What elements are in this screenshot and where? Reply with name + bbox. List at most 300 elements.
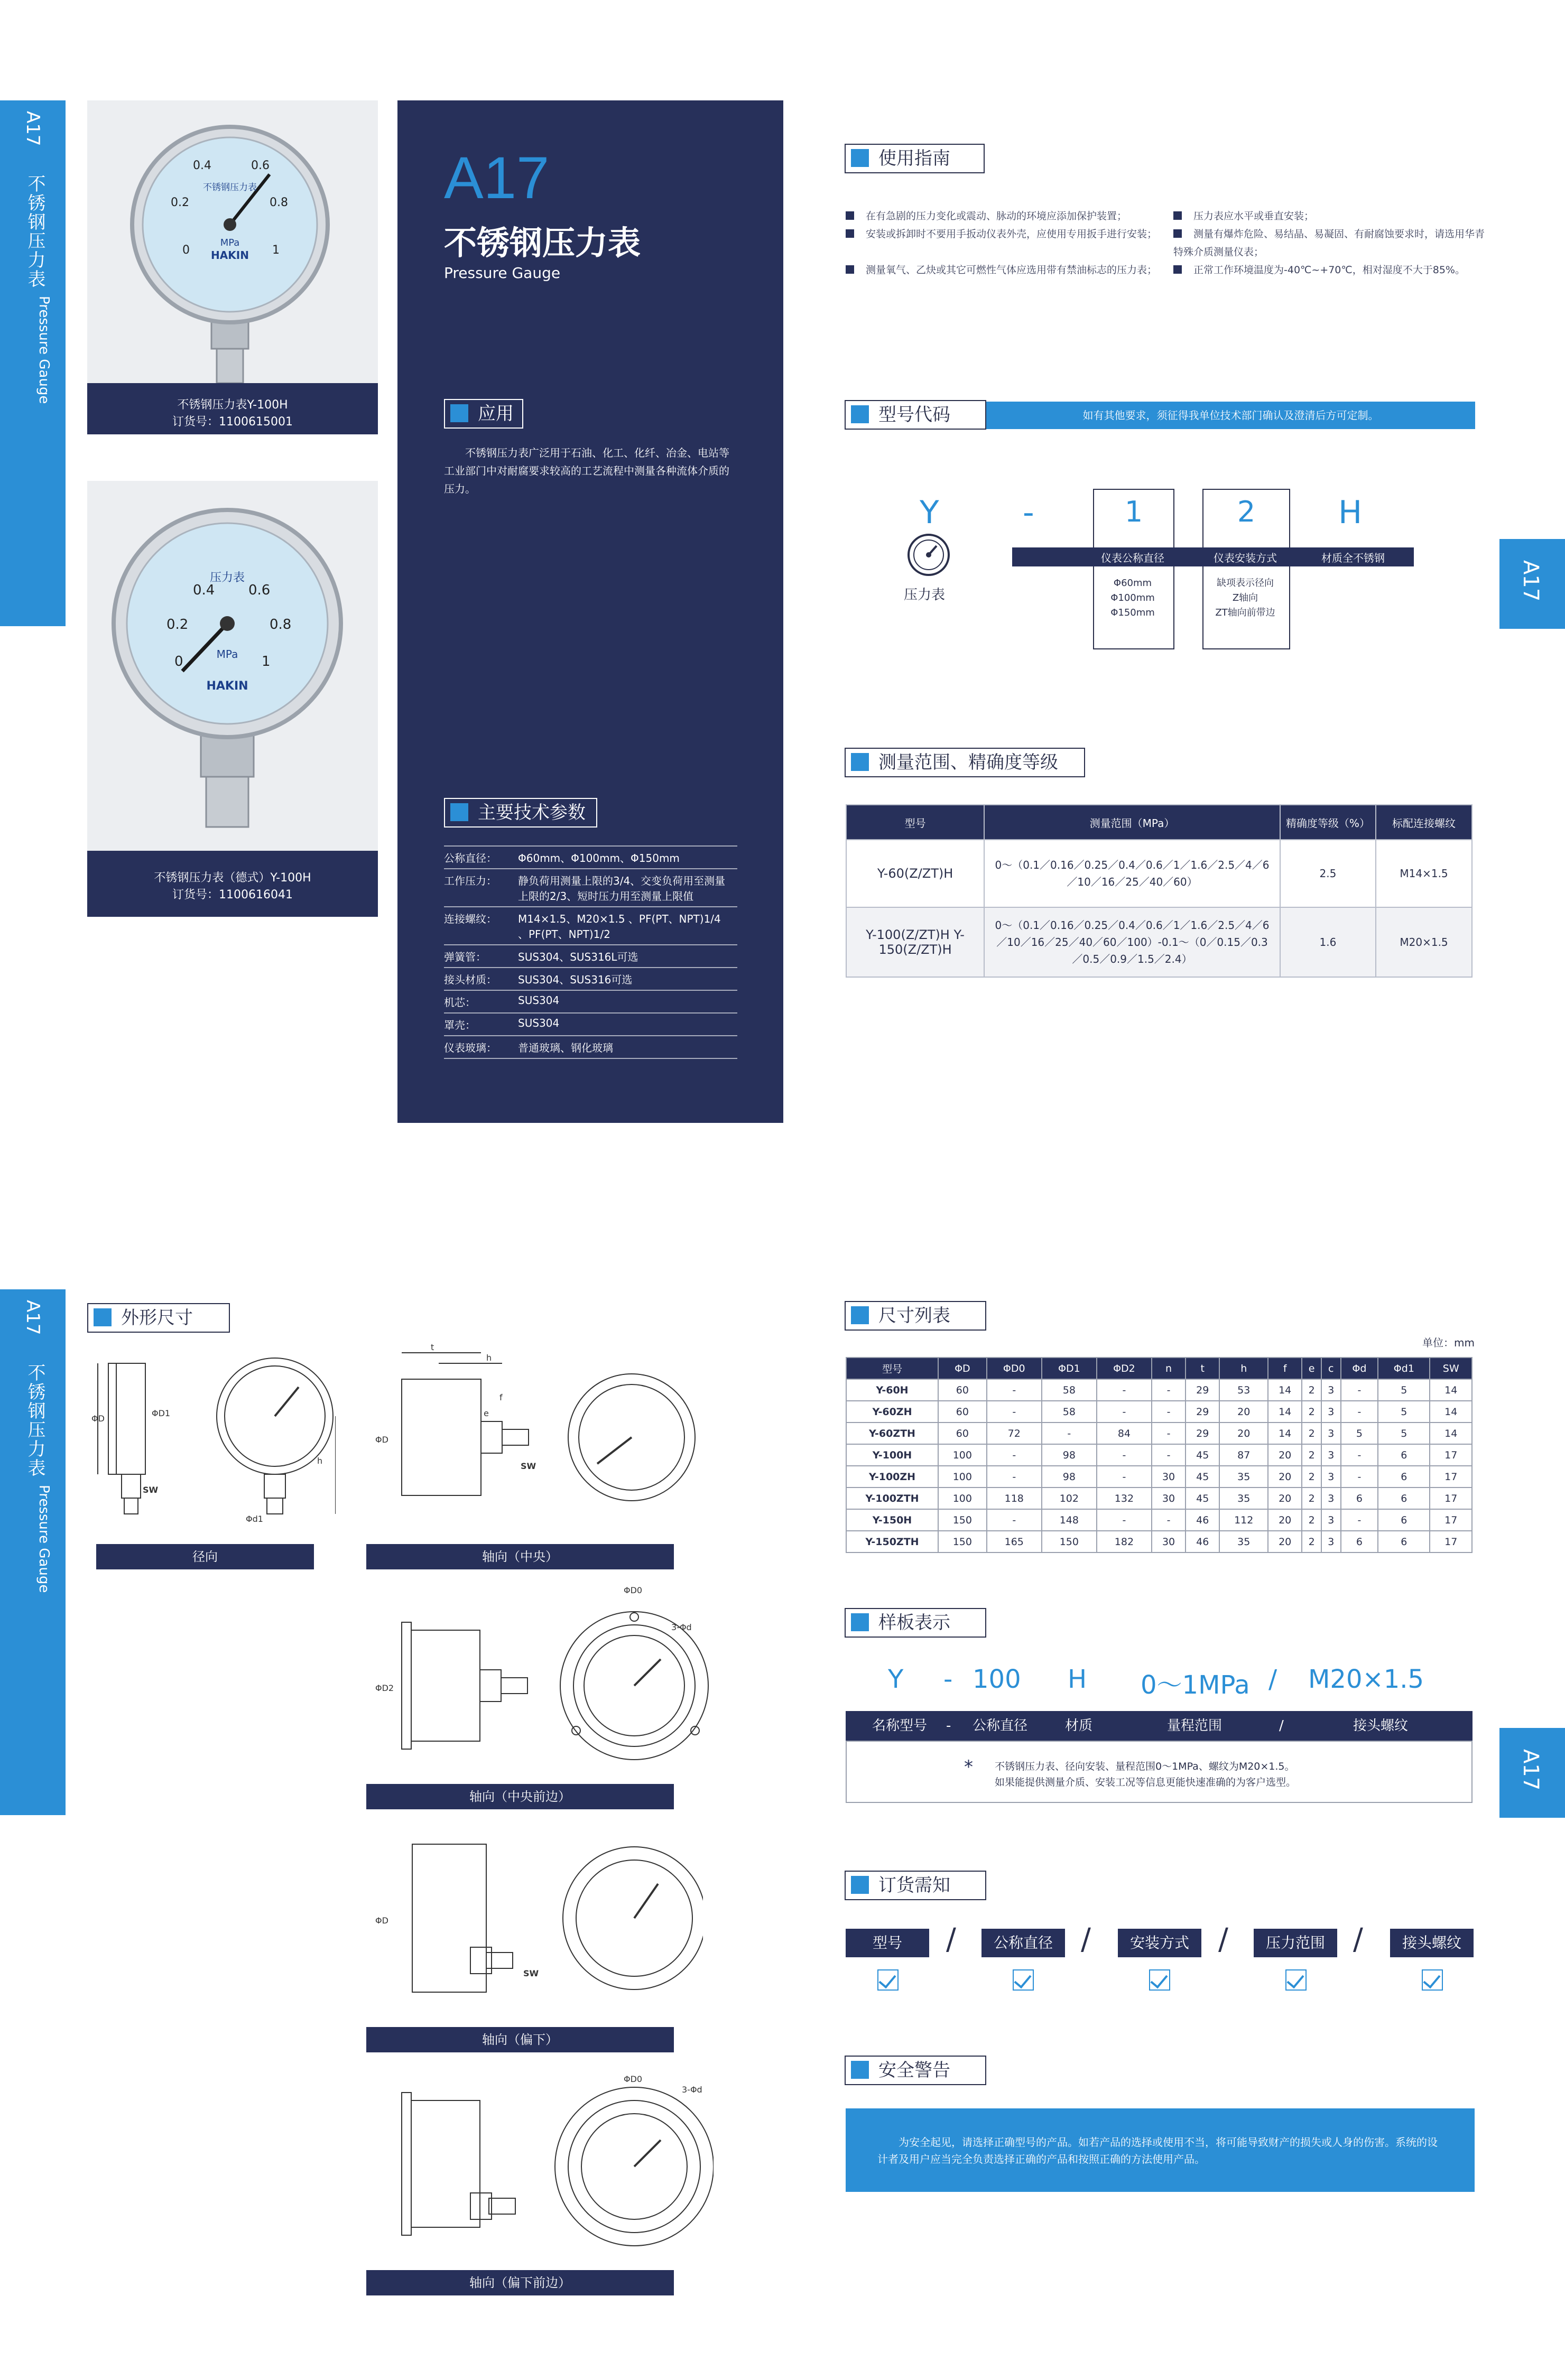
dim-cell: 148	[1042, 1509, 1097, 1531]
dim-holes-5: 3-Φd	[682, 2085, 702, 2095]
gauge-tick-1-2: 0.4	[193, 159, 211, 172]
dim-cell: -	[1341, 1379, 1378, 1401]
checkbox-icon	[1149, 1969, 1170, 1991]
spec-value: Φ60mm、Φ100mm、Φ150mm	[518, 846, 737, 869]
dim-cell: 165	[987, 1531, 1042, 1552]
code-box-size	[1093, 489, 1174, 649]
order-item-model: 型号	[846, 1929, 929, 1957]
sample-part-thread: M20×1.5	[1308, 1665, 1424, 1694]
order-item-size: 公称直径	[981, 1929, 1065, 1957]
sample-part-dash: -	[943, 1665, 953, 1694]
spec-row	[444, 869, 737, 907]
dim-cell: 87	[1219, 1444, 1268, 1466]
spec-value: SUS304、SUS316L可选	[518, 945, 737, 968]
spec-row	[444, 968, 737, 990]
range-header-cell: 精确度等级（%）	[1280, 805, 1376, 840]
dim-cell: -	[1097, 1379, 1152, 1401]
outline-heading-text: 外形尺寸	[121, 1307, 193, 1328]
usage-right-1: 压力表应水平或垂直安装；	[1173, 207, 1485, 225]
drawing-axial-center	[365, 1342, 703, 1538]
drawing-label-radial: 径向	[96, 1544, 314, 1569]
dim-cell: 5	[1341, 1423, 1378, 1444]
range-cell-range: 0～（0.1／0.16／0.25／0.4／0.6／1／1.6／2.5／4／6／10／16／25／40／60／100）-0.1～（0／0.15／0.3／0.5／0.9／1.5／2.4）	[984, 907, 1280, 977]
dim-cell: 17	[1430, 1466, 1472, 1488]
dim-cell: -	[987, 1509, 1042, 1531]
dim-cell: 20	[1268, 1444, 1302, 1466]
range-cell-thread: M14×1.5	[1376, 840, 1472, 907]
gauge-brand-1: HAKIN	[211, 249, 249, 262]
spec-row	[444, 990, 737, 1013]
safety-text: 为安全起见，请选择正确型号的产品。如若产品的选择或使用不当，将可能导致财产的损失或人身的伤害。系统的设计者及用户应当完全负责选择正确的产品和按照正确的方法使用产品。	[877, 2136, 1438, 2165]
gauge-tick-2-2: 0.4	[193, 582, 215, 598]
dim-cell: 2	[1302, 1423, 1321, 1444]
range-header-cell: 型号	[846, 805, 984, 840]
dim-cell: 46	[1186, 1531, 1219, 1552]
spec-key: 罩壳：	[444, 1013, 518, 1036]
dim-cell: Y-60ZH	[846, 1401, 938, 1423]
dim-cell: 2	[1302, 1379, 1321, 1401]
dim-header-cell: c	[1321, 1358, 1341, 1379]
dim-cell: 29	[1186, 1379, 1219, 1401]
spec-row	[444, 1036, 737, 1058]
dim-header-row	[846, 1358, 1472, 1379]
dim-cell: 20	[1268, 1466, 1302, 1488]
spec-key: 机芯：	[444, 990, 518, 1013]
drawing-label-axial-center-flange: 轴向（中央前边）	[366, 1784, 674, 1809]
gauge-icon-label: 压力表	[904, 587, 946, 603]
sample-label-material: 材质	[1065, 1718, 1093, 1734]
code-box-mount	[1202, 489, 1290, 649]
usage-left-3: 测量氧气、乙炔或其它可燃性气体应选用带有禁油标志的压力表；	[846, 261, 1157, 279]
heading-square-icon	[851, 1306, 869, 1324]
dim-cell: 60	[938, 1379, 987, 1401]
application-heading	[444, 399, 523, 429]
dim-cell: -	[1097, 1401, 1152, 1423]
dim-cell: Y-100ZH	[846, 1466, 938, 1488]
dim-header-cell: h	[1219, 1358, 1268, 1379]
side-tab-en-2: Pressure Gauge	[36, 1485, 52, 1593]
code-char-h: H	[1338, 494, 1363, 531]
heading-square-icon	[94, 1308, 112, 1326]
sample-label-range: 量程范围	[1167, 1718, 1223, 1734]
dim-cell: 35	[1219, 1466, 1268, 1488]
dim-row	[846, 1509, 1472, 1531]
dim-sw-2: SW	[521, 1461, 536, 1471]
range-cell-range: 0～（0.1／0.16／0.25／0.4／0.6／1／1.6／2.5／4／6／10／16／25／40／60）	[984, 840, 1280, 907]
hero-panel	[397, 100, 783, 1123]
dim-d2: ΦD2	[375, 1683, 394, 1693]
usage-heading	[845, 144, 985, 173]
dim-table-heading	[845, 1301, 986, 1331]
dim-sw: SW	[143, 1485, 159, 1495]
dim-cell: 45	[1186, 1466, 1219, 1488]
side-tab-cn-2: 不锈钢压力表	[24, 1363, 45, 1477]
order-sep-1: /	[946, 1922, 956, 1957]
drawing-label-axial-lower-flange: 轴向（偏下前边）	[366, 2270, 674, 2295]
dim-table-unit: 单位：mm	[1422, 1336, 1475, 1349]
spec-key: 接头材质：	[444, 968, 518, 990]
dim-cell: -	[1152, 1423, 1186, 1444]
gauge-tick-1-5: 1	[272, 244, 280, 257]
size-option-60: Φ60mm	[1113, 578, 1152, 589]
bullet-square-icon	[846, 265, 854, 274]
code-label-size: 仪表公称直径	[1101, 552, 1164, 564]
heading-square-icon	[851, 405, 869, 423]
gauge-unit-1: MPa	[220, 237, 240, 248]
dim-header-cell: t	[1186, 1358, 1219, 1379]
specs-heading	[444, 798, 597, 828]
sample-note-box	[846, 1741, 1473, 1803]
dim-cell: 3	[1321, 1488, 1341, 1509]
sample-label-bar	[846, 1711, 1473, 1741]
dim-cell: 53	[1219, 1379, 1268, 1401]
dim-cell: 3	[1321, 1379, 1341, 1401]
dim-cell: 6	[1378, 1509, 1430, 1531]
sample-code-line	[846, 1665, 1473, 1702]
sample-part-slash: /	[1268, 1665, 1277, 1694]
sample-star-icon: *	[964, 1756, 973, 1778]
dim-cell: -	[1042, 1423, 1097, 1444]
dim-cell: 3	[1321, 1466, 1341, 1488]
sample-label-thread: 接头螺纹	[1353, 1718, 1409, 1734]
order-heading-text: 订货需知	[878, 1875, 950, 1896]
dim-cell: 20	[1219, 1401, 1268, 1423]
dim-cell: 14	[1268, 1379, 1302, 1401]
usage-right-2: 测量有爆炸危险、易结晶、易凝固、有耐腐蚀要求时，请选用华青特殊介质测量仪表；	[1173, 228, 1485, 258]
dim-cell: 46	[1186, 1509, 1219, 1531]
model-code-note-bar	[986, 402, 1475, 429]
heading-square-icon	[851, 2061, 869, 2079]
dim-cell: 2	[1302, 1488, 1321, 1509]
model-code-heading-text: 型号代码	[878, 404, 950, 425]
bullet-square-icon	[846, 229, 854, 238]
range-heading	[845, 748, 1085, 777]
range-cell-thread: M20×1.5	[1376, 907, 1472, 977]
dim-cell: 2	[1302, 1509, 1321, 1531]
pressure-gauge-icon	[905, 531, 952, 579]
dim-header-cell: ΦD2	[1097, 1358, 1152, 1379]
range-cell-model: Y-100(Z/ZT)H Y-150(Z/ZT)H	[846, 907, 984, 977]
order-item-thread: 接头螺纹	[1390, 1929, 1474, 1957]
order-heading	[845, 1871, 986, 1900]
mount-options	[1202, 576, 1288, 620]
dim-cell: -	[1097, 1466, 1152, 1488]
gauge-tick-1-3: 0.6	[251, 159, 270, 172]
dim-cell: 98	[1042, 1444, 1097, 1466]
gauge-brand-2: HAKIN	[206, 680, 248, 693]
dim-cell: Y-100ZTH	[846, 1488, 938, 1509]
dim-cell: 3	[1321, 1509, 1341, 1531]
dim-cell: 118	[987, 1488, 1042, 1509]
sample-part-size: 100	[973, 1665, 1021, 1694]
dim-f: f	[499, 1392, 503, 1402]
dim-row	[846, 1531, 1472, 1552]
dim-header-cell: ΦD	[938, 1358, 987, 1379]
dim-header-cell: f	[1268, 1358, 1302, 1379]
spec-key: 仪表玻璃：	[444, 1036, 518, 1058]
sample-part-material: H	[1068, 1665, 1087, 1694]
order-sep-2: /	[1081, 1922, 1091, 1957]
dim-header-cell: e	[1302, 1358, 1321, 1379]
code-char-2: 2	[1237, 495, 1256, 528]
dim-cell: 5	[1378, 1379, 1430, 1401]
dim-cell: 3	[1321, 1401, 1341, 1423]
right-tab-top	[1499, 539, 1565, 629]
dim-d: ΦD	[91, 1414, 105, 1424]
side-tab-top	[0, 100, 66, 626]
dim-header-cell: Φd	[1341, 1358, 1378, 1379]
sample-heading	[845, 1608, 986, 1638]
dim-cell: -	[1152, 1444, 1186, 1466]
application-text: 不锈钢压力表广泛用于石油、化工、化纤、冶金、电站等工业部门中对耐腐要求较高的工艺流程中测量各种流体介质的压力。	[444, 447, 729, 495]
hero-code: A17	[444, 145, 550, 211]
dim-cell: 100	[938, 1466, 987, 1488]
dim-cell: 30	[1152, 1466, 1186, 1488]
side-tab-bottom	[0, 1289, 66, 1815]
gauge-tick-1-4: 0.8	[270, 196, 288, 209]
dim-row	[846, 1444, 1472, 1466]
size-option-100: Φ100mm	[1110, 592, 1155, 603]
code-char-dash: -	[1023, 494, 1034, 531]
dim-t: t	[431, 1342, 434, 1352]
dim-cell: 58	[1042, 1379, 1097, 1401]
dim-cell: 6	[1378, 1466, 1430, 1488]
dim-cell: 72	[987, 1423, 1042, 1444]
dim-cell: Y-100H	[846, 1444, 938, 1466]
dim-header-cell: 型号	[846, 1358, 938, 1379]
product-photo-2	[87, 481, 378, 851]
bullet-square-icon	[1173, 211, 1182, 220]
usage-heading-text: 使用指南	[878, 148, 950, 169]
usage-right-3: 正常工作环境温度为-40℃~+70℃，相对湿度不大于85%。	[1173, 261, 1485, 279]
range-heading-text: 测量范围、精确度等级	[878, 752, 1058, 773]
dim-sw-4: SW	[523, 1968, 539, 1978]
spec-key: 弹簧管：	[444, 945, 518, 968]
bullet-square-icon	[1173, 229, 1182, 238]
dim-cell: 60	[938, 1423, 987, 1444]
dim-h: h	[317, 1456, 323, 1466]
right-tab-code-2: A17	[1518, 1749, 1543, 1791]
dim-row	[846, 1488, 1472, 1509]
dim-row	[846, 1401, 1472, 1423]
checkbox-icon	[1422, 1969, 1443, 1991]
dim-row	[846, 1379, 1472, 1401]
dim-cell: 98	[1042, 1466, 1097, 1488]
spec-row	[444, 907, 737, 945]
dim-d-4: ΦD	[375, 1916, 388, 1926]
range-row	[846, 907, 1472, 977]
dim-cell: -	[987, 1444, 1042, 1466]
range-cell-model: Y-60(Z/ZT)H	[846, 840, 984, 907]
dim-cell: 17	[1430, 1444, 1472, 1466]
heading-square-icon	[851, 753, 869, 771]
spec-value: 普通玻璃、钢化玻璃	[518, 1036, 737, 1058]
dim-cell: -	[1341, 1466, 1378, 1488]
dim-cell: 45	[1186, 1444, 1219, 1466]
right-tab-bottom	[1499, 1728, 1565, 1818]
range-header-cell: 测量范围（MPa）	[984, 805, 1280, 840]
dim-cell: -	[1152, 1509, 1186, 1531]
heading-square-icon	[851, 1876, 869, 1894]
dim-cell: 3	[1321, 1531, 1341, 1552]
dim-cell: 20	[1268, 1531, 1302, 1552]
dim-cell: 6	[1341, 1488, 1378, 1509]
order-item-range: 压力范围	[1254, 1929, 1337, 1957]
mount-option-axial: Z轴向	[1232, 592, 1258, 603]
side-tab-en: Pressure Gauge	[36, 296, 52, 404]
mount-option-radial: 缺项表示径向	[1217, 578, 1274, 589]
gauge-tick-2-1: 0.2	[166, 617, 189, 633]
order-sep-3: /	[1218, 1922, 1228, 1957]
dim-cell: 14	[1268, 1401, 1302, 1423]
specs-table	[444, 845, 737, 1059]
dimension-table	[846, 1357, 1473, 1553]
gauge-unit-2: MPa	[216, 648, 238, 661]
dim-cell: Y-60H	[846, 1379, 938, 1401]
dim-cell: 30	[1152, 1488, 1186, 1509]
photo-caption-1	[87, 383, 378, 434]
dim-cell: 20	[1268, 1488, 1302, 1509]
dim-cell: 2	[1302, 1444, 1321, 1466]
heading-square-icon	[450, 803, 468, 821]
dim-cell: 2	[1302, 1531, 1321, 1552]
dim-cell: 100	[938, 1444, 987, 1466]
dim-cell: -	[1341, 1401, 1378, 1423]
model-code-note: 如有其他要求，须征得我单位技术部门确认及澄清后方可定制。	[1082, 409, 1379, 422]
spec-key: 连接螺纹：	[444, 907, 518, 945]
dim-cell: 29	[1186, 1423, 1219, 1444]
spec-value: 静负荷用测量上限的3/4、交变负荷用至测量上限的2/3、短时压力用至测量上限值	[518, 869, 737, 907]
gauge-tick-2-0: 0	[174, 654, 183, 670]
dim-cell: -	[1341, 1444, 1378, 1466]
dim-cell: 6	[1378, 1488, 1430, 1509]
dim-table-heading-text: 尺寸列表	[878, 1305, 950, 1326]
order-item-mount: 安装方式	[1118, 1929, 1201, 1957]
range-table	[846, 804, 1473, 978]
range-cell-acc: 1.6	[1280, 907, 1376, 977]
photo-caption-2-order: 订货号：1100616041	[172, 888, 293, 901]
dim-header-cell: Φd1	[1378, 1358, 1430, 1379]
dim-cell: 14	[1430, 1379, 1472, 1401]
photo-caption-1-order: 订货号：1100615001	[172, 415, 293, 429]
code-char-y: Y	[920, 494, 939, 531]
code-label-material: 材质全不锈钢	[1321, 552, 1385, 564]
sample-part-range: 0～1MPa	[1141, 1670, 1250, 1700]
dim-cell: 6	[1341, 1531, 1378, 1552]
gauge-dial-text-1: 不锈钢压力表	[203, 182, 257, 193]
dim-cell: 150	[938, 1531, 987, 1552]
spec-value: M14×1.5、M20×1.5 、PF(PT、NPT)1/4 、PF(PT、NPT)1/2	[518, 907, 737, 945]
product-photo-1	[87, 100, 378, 383]
dim-d1: ΦD1	[152, 1408, 171, 1418]
dim-cell: -	[1152, 1401, 1186, 1423]
dim-holes: 3-Φd	[671, 1622, 692, 1632]
dim-e: e	[484, 1408, 489, 1418]
heading-square-icon	[851, 149, 869, 167]
gauge-tick-2-4: 0.8	[270, 617, 292, 633]
dim-cell: -	[987, 1466, 1042, 1488]
dim-cell: -	[987, 1401, 1042, 1423]
checkbox-icon	[877, 1969, 899, 1991]
gauge-tick-1-1: 0.2	[171, 196, 189, 209]
checkbox-icon	[1285, 1969, 1307, 1991]
order-sep-4: /	[1353, 1922, 1363, 1957]
dim-cell: 84	[1097, 1423, 1152, 1444]
dim-cell: Y-150ZTH	[846, 1531, 938, 1552]
dim-cell: 2	[1302, 1401, 1321, 1423]
size-option-150: Φ150mm	[1110, 607, 1155, 618]
drawing-radial	[87, 1347, 336, 1538]
dim-cell: 60	[938, 1401, 987, 1423]
usage-left-1: 在有急剧的压力变化或震动、脉动的环境应添加保护装置；	[846, 207, 1157, 225]
spec-key: 工作压力：	[444, 869, 518, 907]
usage-left-2: 安装或拆卸时不要用手扳动仪表外壳，应使用专用扳手进行安装；	[846, 225, 1157, 243]
dim-cell: 20	[1268, 1509, 1302, 1531]
sample-label-slash: /	[1279, 1718, 1284, 1734]
gauge-dial-text-2: 压力表	[209, 571, 245, 584]
dim-cell: 3	[1321, 1423, 1341, 1444]
gauge-tick-2-3: 0.6	[248, 582, 271, 598]
drawing-axial-center-flange	[365, 1585, 714, 1781]
application-heading-text: 应用	[478, 403, 514, 424]
safety-heading-text: 安全警告	[878, 2060, 950, 2081]
photo-caption-2	[87, 851, 378, 917]
gauge-tick-2-5: 1	[262, 654, 271, 670]
dim-dd: Φd1	[246, 1514, 263, 1524]
bullet-square-icon	[846, 211, 854, 220]
dim-cell: -	[1152, 1379, 1186, 1401]
side-tab-cn: 不锈钢压力表	[24, 174, 45, 289]
outline-heading	[87, 1303, 230, 1333]
sample-label-size: 公称直径	[973, 1718, 1028, 1734]
dim-header-cell: SW	[1430, 1358, 1472, 1379]
dim-cell: 5	[1378, 1401, 1430, 1423]
code-char-1: 1	[1124, 495, 1143, 528]
drawing-axial-lower-flange	[365, 2061, 714, 2262]
spec-value: SUS304	[518, 1013, 737, 1036]
dim-d0-5: ΦD0	[624, 2074, 643, 2084]
dim-d0: ΦD0	[624, 1585, 643, 1595]
bullet-square-icon	[1173, 265, 1182, 274]
drawing-axial-lower	[365, 1818, 703, 2019]
spec-row	[444, 846, 737, 869]
hero-title: 不锈钢压力表	[444, 224, 641, 262]
range-header-cell: 标配连接螺纹	[1376, 805, 1472, 840]
dim-header-cell: ΦD1	[1042, 1358, 1097, 1379]
safety-heading	[845, 2056, 986, 2085]
specs-heading-text: 主要技术参数	[478, 802, 586, 823]
dim-cell: 14	[1430, 1423, 1472, 1444]
dim-cell: -	[1341, 1509, 1378, 1531]
spec-value: SUS304	[518, 990, 737, 1013]
range-row	[846, 840, 1472, 907]
sample-note-2: 如果能提供测量介质、安装工况等信息更能快速准确的为客户选型。	[995, 1777, 1297, 1788]
dim-cell: 102	[1042, 1488, 1097, 1509]
right-tab-code: A17	[1518, 560, 1543, 602]
dim-cell: 17	[1430, 1509, 1472, 1531]
sample-label-dash: -	[946, 1718, 951, 1734]
dim-cell: 112	[1219, 1509, 1268, 1531]
dim-row	[846, 1466, 1472, 1488]
dim-cell: 150	[938, 1509, 987, 1531]
dim-d-2: ΦD	[375, 1435, 388, 1445]
dim-cell: 3	[1321, 1444, 1341, 1466]
dim-cell: 14	[1430, 1401, 1472, 1423]
gauge-illustration-1	[87, 100, 378, 383]
dim-cell: 2	[1302, 1466, 1321, 1488]
dim-cell: 35	[1219, 1531, 1268, 1552]
size-options	[1093, 576, 1172, 620]
